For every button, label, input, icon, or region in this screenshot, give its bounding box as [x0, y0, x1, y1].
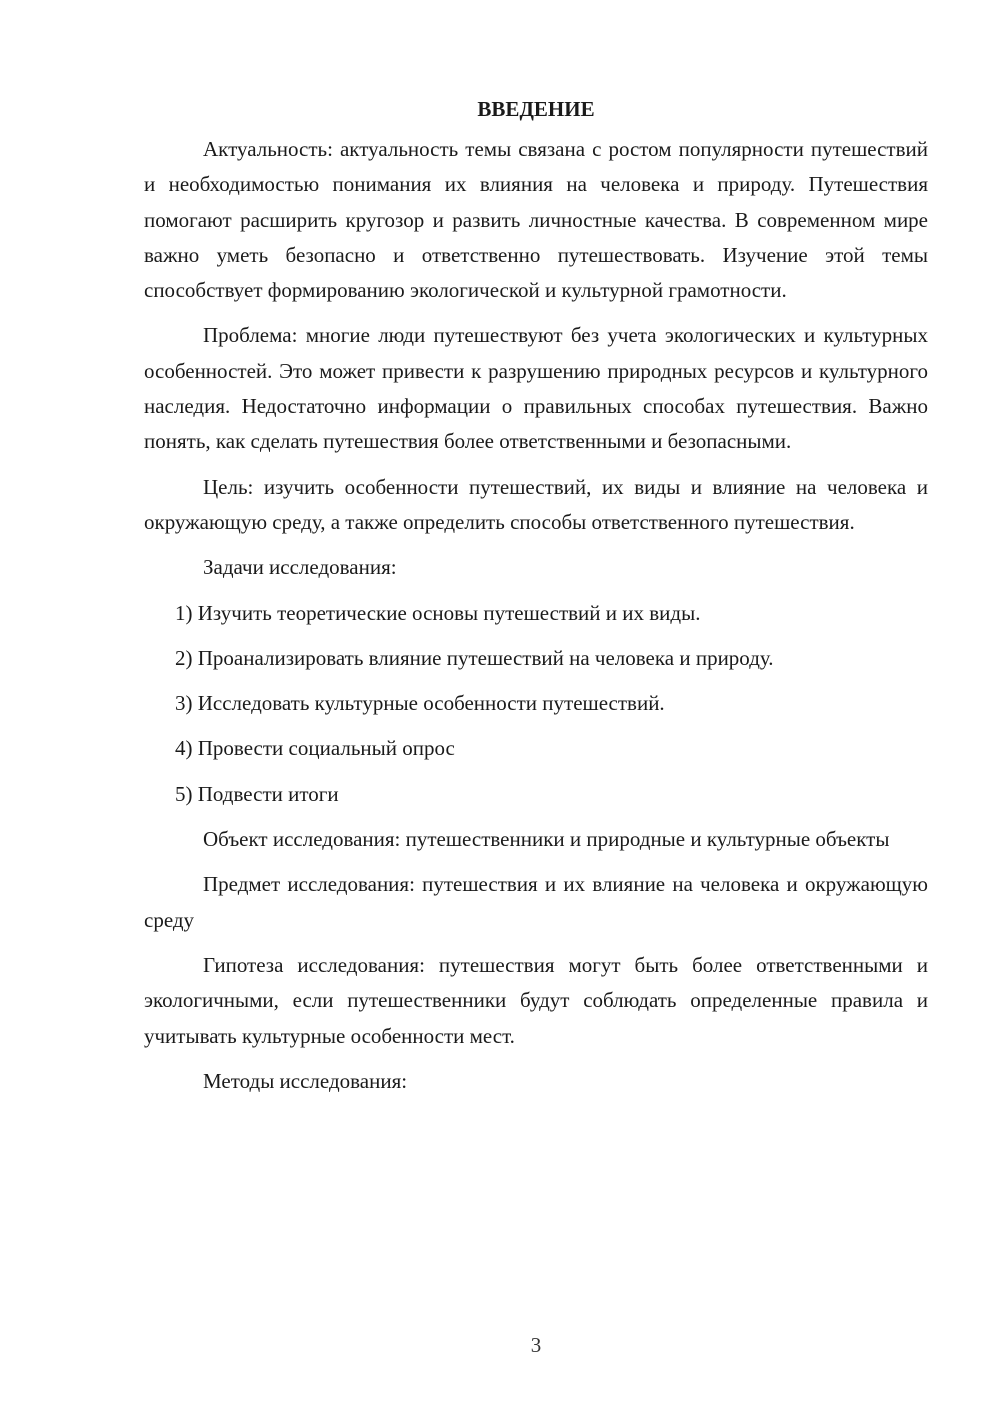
tasks-title: Задачи исследования: — [203, 555, 397, 580]
page-number: 3 — [530, 1333, 542, 1357]
problem-paragraph: Проблема: многие люди путешествуют без учета экологических и культурных особенностей. Это может привести к разрушению природных ресурсов и культурного наследия. Недостаточно информации о правильных способах путешествия. Важно понять, как сделать путешествия более ответственными и безопасными. — [144, 323, 928, 454]
list-item: 5) Подвести итоги — [175, 781, 339, 806]
hypothesis-paragraph: Гипотеза исследования: путешествия могут быть более ответственными и экологичными, если путешественники будут соблюдать определенные правила и учитывать культурные особенности мест. — [144, 952, 928, 1048]
methods-title: Методы исследования: — [203, 1068, 408, 1093]
relevance-paragraph: Актуальность: актуальность темы связана с ростом популярности путешествий и необходимостью понимания их влияния на человека и природу. Путешествия помогают расширить кругозор и развить личностные качества. В современном мире важно уметь безопасно и ответственно путешествовать. Изучение этой темы способствует формированию экологической и культурной грамотности. — [144, 137, 928, 303]
list-item: 2) Проанализировать влияние путешествий на человека и природу. — [175, 645, 774, 670]
list-item: 3) Исследовать культурные особенности путешествий. — [175, 691, 665, 716]
goal-paragraph: Цель: изучить особенности путешествий, их виды и влияние на человека и окружающую среду, а также определить способы ответственного путешествия. — [144, 474, 928, 534]
list-item: 1) Изучить теоретические основы путешествий и их виды. — [175, 600, 701, 625]
object-paragraph: Объект исследования: путешественники и природные и культурные объекты — [203, 827, 890, 852]
section-heading: ВВЕДЕНИЕ — [477, 97, 595, 121]
tasks-list — [144, 596, 928, 812]
document-page — [144, 92, 928, 1109]
subject-paragraph: Предмет исследования: путешествия и их влияние на человека и окружающую среду — [144, 872, 928, 932]
list-item: 4) Провести социальный опрос — [175, 736, 455, 761]
